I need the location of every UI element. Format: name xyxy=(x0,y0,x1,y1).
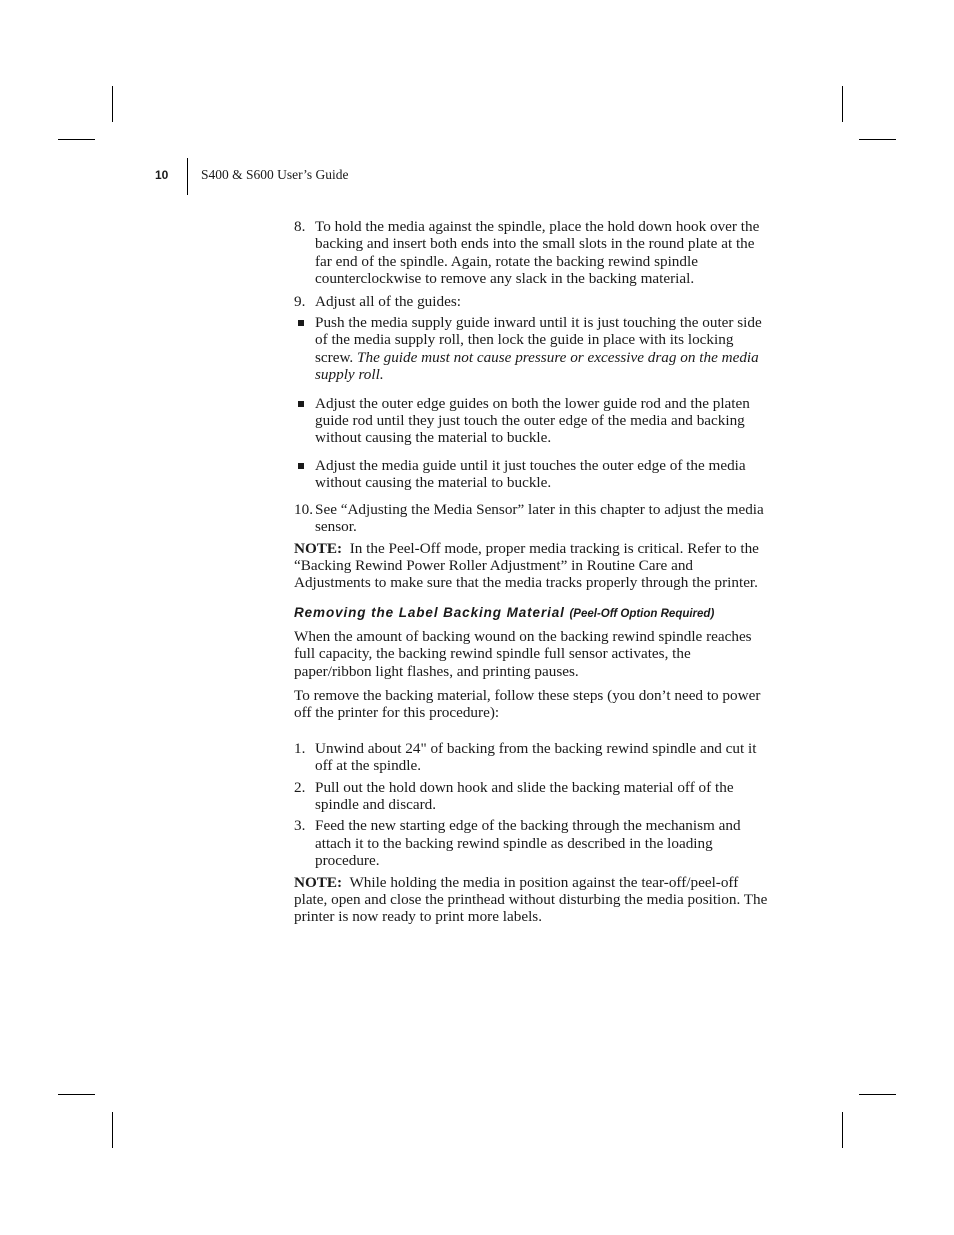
square-bullet-icon xyxy=(298,320,304,326)
crop-mark-bottom-right-vertical xyxy=(842,1112,843,1148)
step-number: 2. xyxy=(294,778,306,796)
crop-mark-top-right-vertical xyxy=(842,86,843,122)
header-divider xyxy=(187,158,188,195)
step-item xyxy=(294,218,770,288)
square-bullet-icon xyxy=(298,463,304,469)
paragraph: To remove the backing material, follow these steps (you don’t need to power off the printer for this procedure): xyxy=(294,686,761,722)
bullet-text: Adjust the outer edge guides on both the lower guide rod and the platen guide rod until they just touch the outer edge of the media and backing without causing the material to buckle. xyxy=(315,394,750,447)
step-text: Adjust all of the guides: xyxy=(315,292,461,310)
step-number: 10. xyxy=(294,500,313,518)
body-column xyxy=(294,218,770,926)
bullet-item xyxy=(294,395,770,447)
page-number: 10 xyxy=(155,168,169,182)
crop-mark-bottom-left-vertical xyxy=(112,1112,113,1148)
step-item xyxy=(294,501,770,536)
running-header-title: S400 & S600 User’s Guide xyxy=(201,167,349,182)
step-item xyxy=(294,779,770,814)
note: NOTE: While holding the media in position against the tear-off/peel-off plate, open and close the printhead without disturbing the media position. The printer is now ready to print more labels. xyxy=(294,873,768,926)
step-number: 9. xyxy=(294,292,306,310)
bullet-item xyxy=(294,457,770,492)
step-text: Pull out the hold down hook and slide the backing material off of the spindle and discard. xyxy=(315,778,734,813)
step-text: To hold the media against the spindle, place the hold down hook over the backing and insert both ends into the small slots in the round plate at the far end of the spindle. Again, rotate the backing rewind spindle counterclockwise to remove any slack in the backing material. xyxy=(315,218,760,288)
crop-mark-bottom-left-horizontal xyxy=(58,1094,95,1095)
note-label: NOTE: xyxy=(294,539,343,557)
step-number: 1. xyxy=(294,739,306,757)
step-text: See “Adjusting the Media Sensor” later in this chapter to adjust the media sensor. xyxy=(315,500,764,536)
step-number: 8. xyxy=(294,218,306,235)
step-text: Unwind about 24" of backing from the backing rewind spindle and cut it off at the spindle. xyxy=(315,739,757,775)
crop-mark-bottom-right-horizontal xyxy=(859,1094,896,1095)
section-heading xyxy=(294,605,770,622)
section-subtitle: (Peel-Off Option Required) xyxy=(569,607,715,620)
bullet-text: Adjust the media guide until it just touches the outer edge of the media without causing the material to buckle. xyxy=(315,456,746,492)
step-text: Feed the new starting edge of the backing through the mechanism and attach it to the backing rewind spindle as described in the loading procedure. xyxy=(315,817,741,870)
note: NOTE: In the Peel-Off mode, proper media tracking is critical. Refer to the “Backing Rewind Power Roller Adjustment” in Routine Care and Adjustments to make sure that the media tracks properly through the printer. xyxy=(294,539,759,592)
bullet-item xyxy=(294,314,770,384)
step-item xyxy=(294,740,770,775)
bullet-caution: The guide must not cause pressure or excessive drag on the media supply roll. xyxy=(315,348,759,384)
crop-mark-top-left-horizontal xyxy=(58,139,95,140)
step-number: 3. xyxy=(294,817,306,835)
section-title: Removing the Label Backing Material xyxy=(294,604,565,620)
bullet-text: Push the media supply guide inward until it is just touching the outer side of the media supply roll, then lock the guide in place with its locking screw. The guide must not cause pressure or excessive drag on the media supply roll. xyxy=(315,314,762,384)
step-item xyxy=(294,293,770,310)
paragraph: When the amount of backing wound on the backing rewind spindle reaches full capacity, the backing rewind spindle full sensor activates, the paper/ribbon light flashes, and printing pauses. xyxy=(294,627,752,680)
square-bullet-icon xyxy=(298,401,304,407)
crop-mark-top-right-horizontal xyxy=(859,139,896,140)
note-label: NOTE: xyxy=(294,873,343,891)
crop-mark-top-left-vertical xyxy=(112,86,113,122)
step-item xyxy=(294,817,770,869)
